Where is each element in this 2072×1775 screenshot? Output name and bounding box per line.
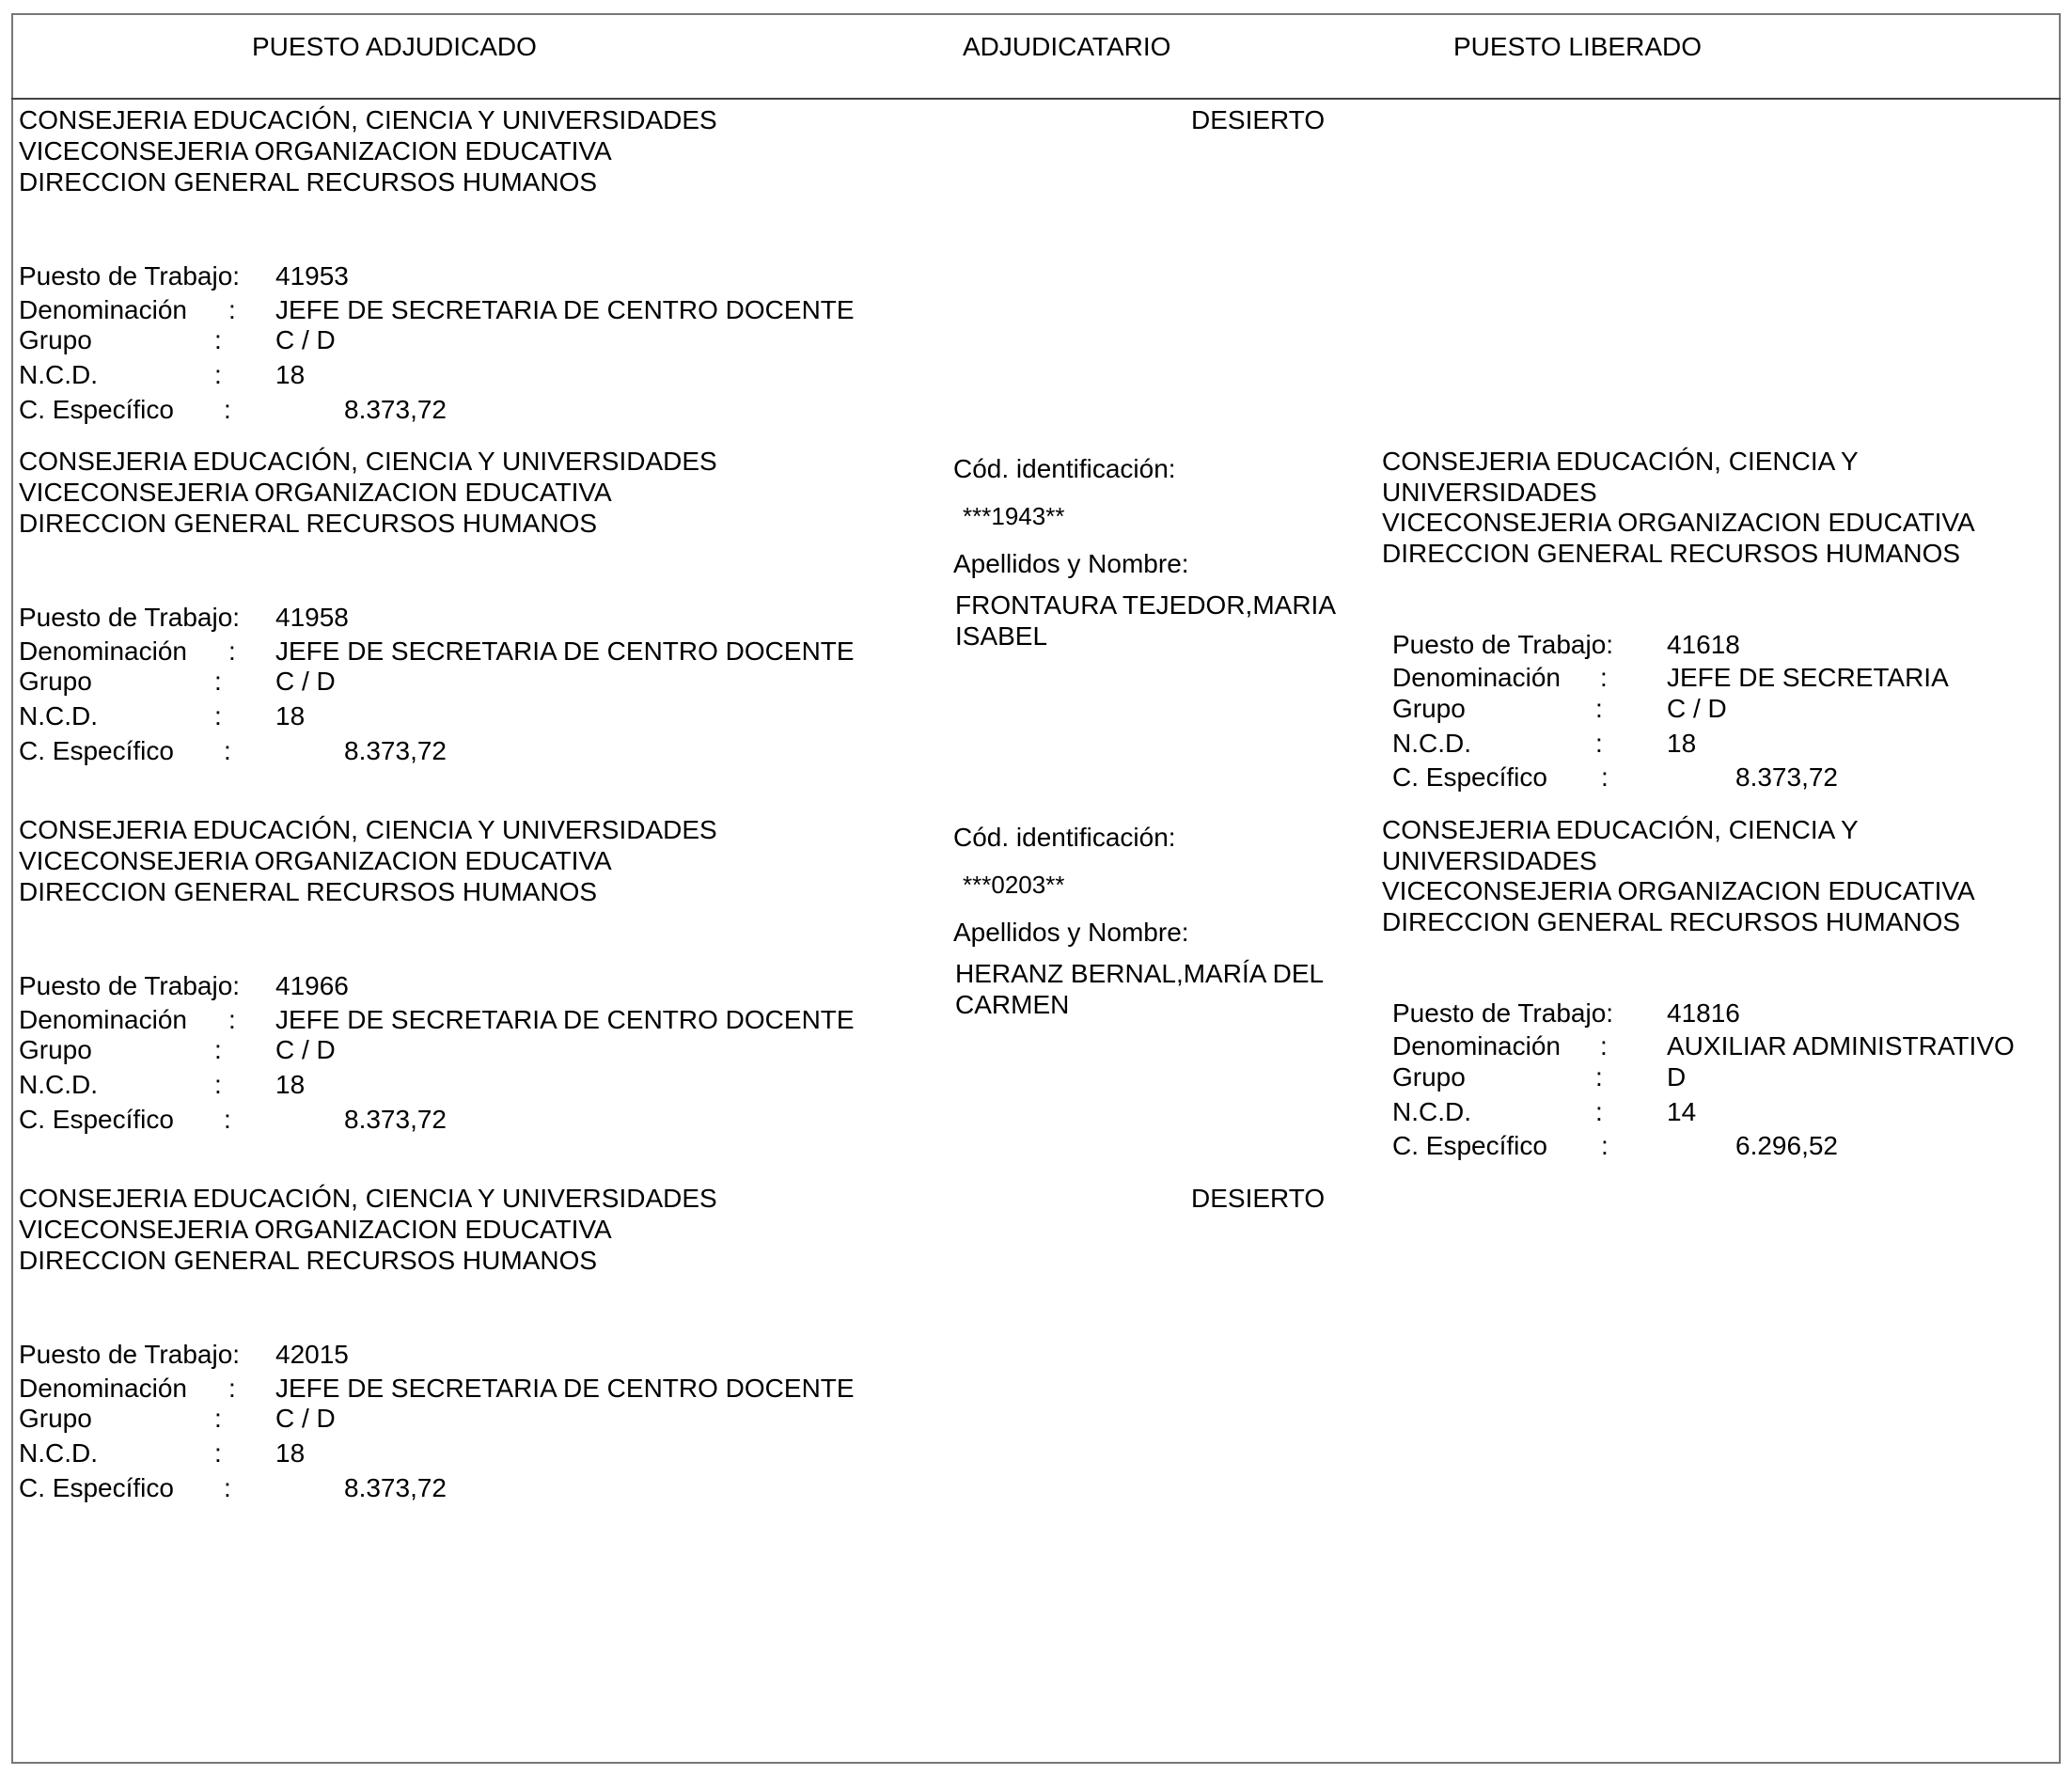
cod-value: ***1943** xyxy=(963,502,1065,530)
org-line: CONSEJERIA EDUCACIÓN, CIENCIA Y UNIVERSIDADES xyxy=(19,815,717,844)
colon: : xyxy=(214,701,222,730)
colon: : xyxy=(1600,1031,1608,1060)
especifico-value: 8.373,72 xyxy=(344,736,447,765)
colon: : xyxy=(1600,663,1608,692)
colon: : xyxy=(1601,762,1609,792)
especifico-label: C. Específico xyxy=(19,1473,174,1502)
ncd-value: 18 xyxy=(275,701,306,730)
ncd-value: 18 xyxy=(1667,729,1697,758)
denominacion-label: Denominación xyxy=(19,1005,187,1034)
grupo-label: Grupo xyxy=(19,667,92,696)
header-puesto-liberado: PUESTO LIBERADO xyxy=(1453,32,1703,61)
desierto-text: DESIERTO xyxy=(1191,1184,1326,1213)
denominacion-label: Denominación xyxy=(1392,663,1561,692)
puesto-value: 41958 xyxy=(275,603,349,632)
denominacion-value: JEFE DE SECRETARIA DE CENTRO DOCENTE xyxy=(275,636,855,666)
colon: : xyxy=(224,736,231,765)
cod-label: Cód. identificación: xyxy=(953,823,1176,852)
denominacion-value: JEFE DE SECRETARIA xyxy=(1667,663,1949,692)
grupo-label: Grupo xyxy=(1392,694,1466,723)
ncd-label: N.C.D. xyxy=(1392,1097,1471,1126)
colon: : xyxy=(214,1070,222,1099)
colon: : xyxy=(224,1105,231,1134)
especifico-value: 8.373,72 xyxy=(1735,762,1838,792)
colon: : xyxy=(1595,729,1603,758)
denominacion-value: JEFE DE SECRETARIA DE CENTRO DOCENTE xyxy=(275,1374,855,1403)
colon: : xyxy=(214,1438,222,1468)
puesto-label: Puesto de Trabajo: xyxy=(19,603,241,632)
header-divider xyxy=(11,98,2061,100)
especifico-label: C. Específico xyxy=(1392,1131,1547,1160)
especifico-value: 8.373,72 xyxy=(344,395,447,424)
colon: : xyxy=(1595,1097,1603,1126)
ncd-label: N.C.D. xyxy=(1392,729,1471,758)
ncd-label: N.C.D. xyxy=(19,701,98,730)
colon: : xyxy=(228,636,236,666)
puesto-value: 42015 xyxy=(275,1340,349,1369)
grupo-value: C / D xyxy=(1667,694,1727,723)
puesto-label: Puesto de Trabajo: xyxy=(1392,998,1614,1028)
colon: : xyxy=(228,1005,236,1034)
colon: : xyxy=(214,1035,222,1064)
ncd-label: N.C.D. xyxy=(19,1438,98,1468)
grupo-value: D xyxy=(1667,1062,1687,1092)
grupo-value: C / D xyxy=(275,1035,336,1064)
liberado-org: CONSEJERIA EDUCACIÓN, CIENCIA Y UNIVERSIDADES VICECONSEJERIA ORGANIZACION EDUCATIVA DIRECCION GENERAL RECURSOS HUMANOS xyxy=(1382,447,1975,568)
denominacion-label: Denominación xyxy=(19,295,187,324)
grupo-label: Grupo xyxy=(1392,1062,1466,1092)
adjudicatario-nombre: FRONTAURA TEJEDOR,MARIA ISABEL xyxy=(955,590,1337,651)
grupo-label: Grupo xyxy=(19,1035,92,1064)
grupo-label: Grupo xyxy=(19,325,92,354)
ncd-label: N.C.D. xyxy=(19,360,98,389)
colon: : xyxy=(1595,1062,1603,1092)
colon: : xyxy=(214,1404,222,1433)
puesto-label: Puesto de Trabajo: xyxy=(1392,630,1614,659)
org-line: CONSEJERIA EDUCACIÓN, CIENCIA Y UNIVERSIDADES xyxy=(19,1184,717,1213)
puesto-value: 41966 xyxy=(275,971,349,1000)
org-line: DIRECCION GENERAL RECURSOS HUMANOS xyxy=(19,1246,598,1275)
especifico-value: 8.373,72 xyxy=(344,1473,447,1502)
puesto-value: 41953 xyxy=(275,261,349,291)
org-line: DIRECCION GENERAL RECURSOS HUMANOS xyxy=(19,509,598,538)
puesto-value: 41816 xyxy=(1667,998,1740,1028)
adjudicatario-nombre: HERANZ BERNAL,MARÍA DEL CARMEN xyxy=(955,959,1325,1019)
colon: : xyxy=(228,295,236,324)
org-line: VICECONSEJERIA ORGANIZACION EDUCATIVA xyxy=(19,478,612,507)
apellidos-label: Apellidos y Nombre: xyxy=(953,918,1189,947)
org-line: DIRECCION GENERAL RECURSOS HUMANOS xyxy=(19,877,598,906)
grupo-value: C / D xyxy=(275,325,336,354)
colon: : xyxy=(214,360,222,389)
colon: : xyxy=(214,325,222,354)
ncd-value: 18 xyxy=(275,360,306,389)
denominacion-value: JEFE DE SECRETARIA DE CENTRO DOCENTE xyxy=(275,1005,855,1034)
puesto-label: Puesto de Trabajo: xyxy=(19,971,241,1000)
especifico-label: C. Específico xyxy=(19,395,174,424)
colon: : xyxy=(1595,694,1603,723)
puesto-label: Puesto de Trabajo: xyxy=(19,261,241,291)
denominacion-label: Denominación xyxy=(19,636,187,666)
cod-label: Cód. identificación: xyxy=(953,454,1176,483)
denominacion-label: Denominación xyxy=(1392,1031,1561,1060)
org-line: CONSEJERIA EDUCACIÓN, CIENCIA Y UNIVERSIDADES xyxy=(19,447,717,476)
liberado-org: CONSEJERIA EDUCACIÓN, CIENCIA Y UNIVERSIDADES VICECONSEJERIA ORGANIZACION EDUCATIVA DIRECCION GENERAL RECURSOS HUMANOS xyxy=(1382,815,1975,936)
org-line: DIRECCION GENERAL RECURSOS HUMANOS xyxy=(19,167,598,196)
header-adjudicatario: ADJUDICATARIO xyxy=(963,32,1171,61)
especifico-label: C. Específico xyxy=(1392,762,1547,792)
grupo-label: Grupo xyxy=(19,1404,92,1433)
header-puesto-adjudicado: PUESTO ADJUDICADO xyxy=(252,32,537,61)
ncd-value: 18 xyxy=(275,1438,306,1468)
colon: : xyxy=(224,395,231,424)
especifico-value: 6.296,52 xyxy=(1735,1131,1838,1160)
especifico-value: 8.373,72 xyxy=(344,1105,447,1134)
puesto-value: 41618 xyxy=(1667,630,1740,659)
denominacion-value: AUXILIAR ADMINISTRATIVO xyxy=(1667,1031,2015,1060)
colon: : xyxy=(1601,1131,1609,1160)
denominacion-value: JEFE DE SECRETARIA DE CENTRO DOCENTE xyxy=(275,295,855,324)
ncd-value: 18 xyxy=(275,1070,306,1099)
puesto-label: Puesto de Trabajo: xyxy=(19,1340,241,1369)
org-line: VICECONSEJERIA ORGANIZACION EDUCATIVA xyxy=(19,1215,612,1244)
colon: : xyxy=(224,1473,231,1502)
colon: : xyxy=(228,1374,236,1403)
ncd-value: 14 xyxy=(1667,1097,1697,1126)
grupo-value: C / D xyxy=(275,1404,336,1433)
org-line: VICECONSEJERIA ORGANIZACION EDUCATIVA xyxy=(19,846,612,875)
desierto-text: DESIERTO xyxy=(1191,105,1326,134)
ncd-label: N.C.D. xyxy=(19,1070,98,1099)
especifico-label: C. Específico xyxy=(19,736,174,765)
cod-value: ***0203** xyxy=(963,871,1065,899)
apellidos-label: Apellidos y Nombre: xyxy=(953,549,1189,578)
denominacion-label: Denominación xyxy=(19,1374,187,1403)
org-line: VICECONSEJERIA ORGANIZACION EDUCATIVA xyxy=(19,136,612,165)
grupo-value: C / D xyxy=(275,667,336,696)
colon: : xyxy=(214,667,222,696)
especifico-label: C. Específico xyxy=(19,1105,174,1134)
org-line: CONSEJERIA EDUCACIÓN, CIENCIA Y UNIVERSIDADES xyxy=(19,105,717,134)
